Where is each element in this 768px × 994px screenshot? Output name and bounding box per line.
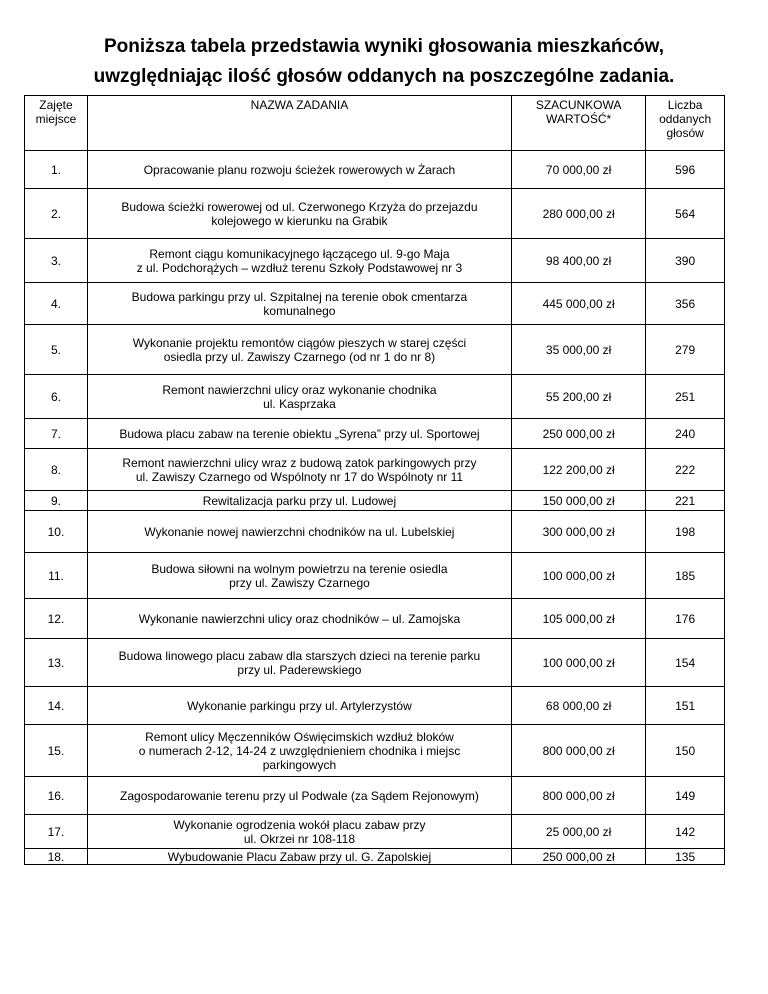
row-votes: 356	[646, 283, 725, 325]
row-estimated-value: 100 000,00 zł	[511, 553, 645, 599]
page-title-line-1: Poniższa tabela przedstawia wyniki głosowania mieszkańców,	[104, 36, 664, 57]
task-name-line: komunalnego	[263, 303, 336, 318]
row-votes: 150	[646, 725, 725, 777]
row-place: 7.	[25, 419, 88, 449]
row-votes: 154	[646, 639, 725, 687]
row-estimated-value: 250 000,00 zł	[511, 419, 645, 449]
row-task-name	[87, 151, 511, 189]
table-row	[25, 375, 725, 419]
row-estimated-value: 280 000,00 zł	[511, 189, 645, 239]
row-task-name	[87, 491, 511, 511]
row-place: 17.	[25, 815, 88, 849]
table-row	[25, 511, 725, 553]
row-estimated-value: 105 000,00 zł	[511, 599, 645, 639]
row-task-name	[87, 687, 511, 725]
row-votes: 185	[646, 553, 725, 599]
table-row	[25, 639, 725, 687]
table-row	[25, 189, 725, 239]
row-task-name	[87, 511, 511, 553]
task-name-line: Budowa ścieżki rowerowej od ul. Czerwonego Krzyża do przejazdu	[121, 199, 478, 214]
task-name-line: ul. Okrzei nr 108-118	[243, 831, 356, 846]
table-row	[25, 849, 725, 865]
task-name-line: Budowa parkingu przy ul. Szpitalnej na terenie obok cmentarza	[131, 289, 468, 304]
row-estimated-value: 55 200,00 zł	[511, 375, 645, 419]
task-name-line: Rewitalizacja parku przy ul. Ludowej	[202, 493, 397, 508]
row-task-name	[87, 553, 511, 599]
task-name-line: Remont nawierzchni ulicy oraz wykonanie chodnika	[162, 382, 437, 397]
table-row	[25, 151, 725, 189]
row-estimated-value: 98 400,00 zł	[511, 239, 645, 283]
table-row	[25, 239, 725, 283]
row-votes: 176	[646, 599, 725, 639]
task-name-line: Remont nawierzchni ulicy wraz z budową zatok parkingowych przy	[122, 455, 477, 470]
task-name-line: kolejowego w kierunku na Grabik	[211, 213, 388, 228]
row-estimated-value: 150 000,00 zł	[511, 491, 645, 511]
row-task-name	[87, 725, 511, 777]
row-place: 15.	[25, 725, 88, 777]
task-name-line: Remont ciągu komunikacyjnego łączącego ul. 9-go Maja	[149, 246, 450, 261]
row-task-name	[87, 189, 511, 239]
row-votes: 142	[646, 815, 725, 849]
row-estimated-value: 70 000,00 zł	[511, 151, 645, 189]
task-name-line: Budowa linowego placu zabaw dla starszych dzieci na terenie parku	[118, 648, 481, 663]
row-task-name	[87, 419, 511, 449]
task-name-line: ul. Kasprzaka	[263, 396, 336, 411]
row-estimated-value: 250 000,00 zł	[511, 849, 645, 865]
row-place: 18.	[25, 849, 88, 865]
row-votes: 279	[646, 325, 725, 375]
row-place: 5.	[25, 325, 88, 375]
task-name-line: ul. Zawiszy Czarnego od Wspólnoty nr 17 do Wspólnoty nr 11	[135, 469, 464, 484]
row-votes: 221	[646, 491, 725, 511]
row-votes: 251	[646, 375, 725, 419]
row-estimated-value: 122 200,00 zł	[511, 449, 645, 491]
task-name-line: Wykonanie projektu remontów ciągów pieszych w starej części	[132, 335, 467, 350]
row-estimated-value: 35 000,00 zł	[511, 325, 645, 375]
row-task-name	[87, 849, 511, 865]
row-place: 14.	[25, 687, 88, 725]
row-estimated-value: 25 000,00 zł	[511, 815, 645, 849]
row-place: 4.	[25, 283, 88, 325]
row-task-name	[87, 325, 511, 375]
task-name-line: przy ul. Paderewskiego	[237, 662, 362, 677]
voting-results-table	[24, 95, 725, 865]
table-header-row	[25, 96, 725, 151]
row-task-name	[87, 283, 511, 325]
header-votes: Liczba oddanych głosów	[646, 96, 725, 151]
task-name-line: osiedla przy ul. Zawiszy Czarnego (od nr 1 do nr 8)	[163, 349, 436, 364]
row-estimated-value: 800 000,00 zł	[511, 725, 645, 777]
row-place: 3.	[25, 239, 88, 283]
row-estimated-value: 800 000,00 zł	[511, 777, 645, 815]
table-row	[25, 553, 725, 599]
row-votes: 149	[646, 777, 725, 815]
table-row	[25, 283, 725, 325]
row-place: 13.	[25, 639, 88, 687]
table-row	[25, 449, 725, 491]
task-name-line: Wykonanie nowej nawierzchni chodników na ul. Lubelskiej	[144, 524, 455, 539]
page-title-line-2: uwzględniając ilość głosów oddanych na poszczególne zadania.	[93, 66, 675, 87]
header-estimated-value: SZACUNKOWA WARTOŚĆ*	[511, 96, 645, 151]
row-task-name	[87, 375, 511, 419]
task-name-line: Wykonanie nawierzchni ulicy oraz chodników – ul. Zamojska	[138, 611, 461, 626]
row-votes: 198	[646, 511, 725, 553]
row-place: 8.	[25, 449, 88, 491]
table-row	[25, 777, 725, 815]
row-votes: 240	[646, 419, 725, 449]
row-task-name	[87, 449, 511, 491]
table-row	[25, 599, 725, 639]
table-row	[25, 815, 725, 849]
table-row	[25, 491, 725, 511]
task-name-line: parkingowych	[262, 757, 337, 772]
row-estimated-value: 300 000,00 zł	[511, 511, 645, 553]
page-title	[40, 32, 728, 92]
row-place: 10.	[25, 511, 88, 553]
row-votes: 390	[646, 239, 725, 283]
row-place: 16.	[25, 777, 88, 815]
task-name-line: Wykonanie ogrodzenia wokół placu zabaw przy	[173, 817, 426, 832]
row-votes: 151	[646, 687, 725, 725]
row-task-name	[87, 639, 511, 687]
row-task-name	[87, 239, 511, 283]
task-name-line: Wykonanie parkingu przy ul. Artylerzystów	[187, 698, 412, 713]
row-estimated-value: 445 000,00 zł	[511, 283, 645, 325]
task-name-line: Zagospodarowanie terenu przy ul Podwale (za Sądem Rejonowym)	[120, 788, 479, 803]
row-place: 9.	[25, 491, 88, 511]
task-name-line: z ul. Podchorążych – wzdłuż terenu Szkoły Podstawowej nr 3	[136, 260, 463, 275]
table-row	[25, 325, 725, 375]
row-estimated-value: 100 000,00 zł	[511, 639, 645, 687]
row-estimated-value: 68 000,00 zł	[511, 687, 645, 725]
header-task-name: NAZWA ZADANIA	[87, 96, 511, 151]
table-row	[25, 725, 725, 777]
row-task-name	[87, 777, 511, 815]
row-place: 1.	[25, 151, 88, 189]
task-name-line: przy ul. Zawiszy Czarnego	[229, 575, 370, 590]
header-place: Zajęte miejsce	[25, 96, 88, 151]
row-place: 11.	[25, 553, 88, 599]
row-place: 6.	[25, 375, 88, 419]
row-votes: 564	[646, 189, 725, 239]
row-task-name	[87, 599, 511, 639]
task-name-line: o numerach 2-12, 14-24 z uwzględnieniem chodnika i miejsc	[138, 743, 461, 758]
task-name-line: Remont ulicy Męczenników Oświęcimskich wzdłuż bloków	[145, 729, 454, 744]
row-votes: 596	[646, 151, 725, 189]
table-row	[25, 419, 725, 449]
row-place: 12.	[25, 599, 88, 639]
task-name-line: Budowa siłowni na wolnym powietrzu na terenie osiedla	[151, 561, 448, 576]
row-place: 2.	[25, 189, 88, 239]
task-name-line: Budowa placu zabaw na terenie obiektu „Syrena” przy ul. Sportowej	[119, 426, 480, 441]
row-votes: 222	[646, 449, 725, 491]
row-votes: 135	[646, 849, 725, 865]
table-row	[25, 687, 725, 725]
task-name-line: Opracowanie planu rozwoju ścieżek rowerowych w Żarach	[143, 162, 456, 177]
row-task-name	[87, 815, 511, 849]
task-name-line: Wybudowanie Placu Zabaw przy ul. G. Zapolskiej	[167, 849, 432, 864]
